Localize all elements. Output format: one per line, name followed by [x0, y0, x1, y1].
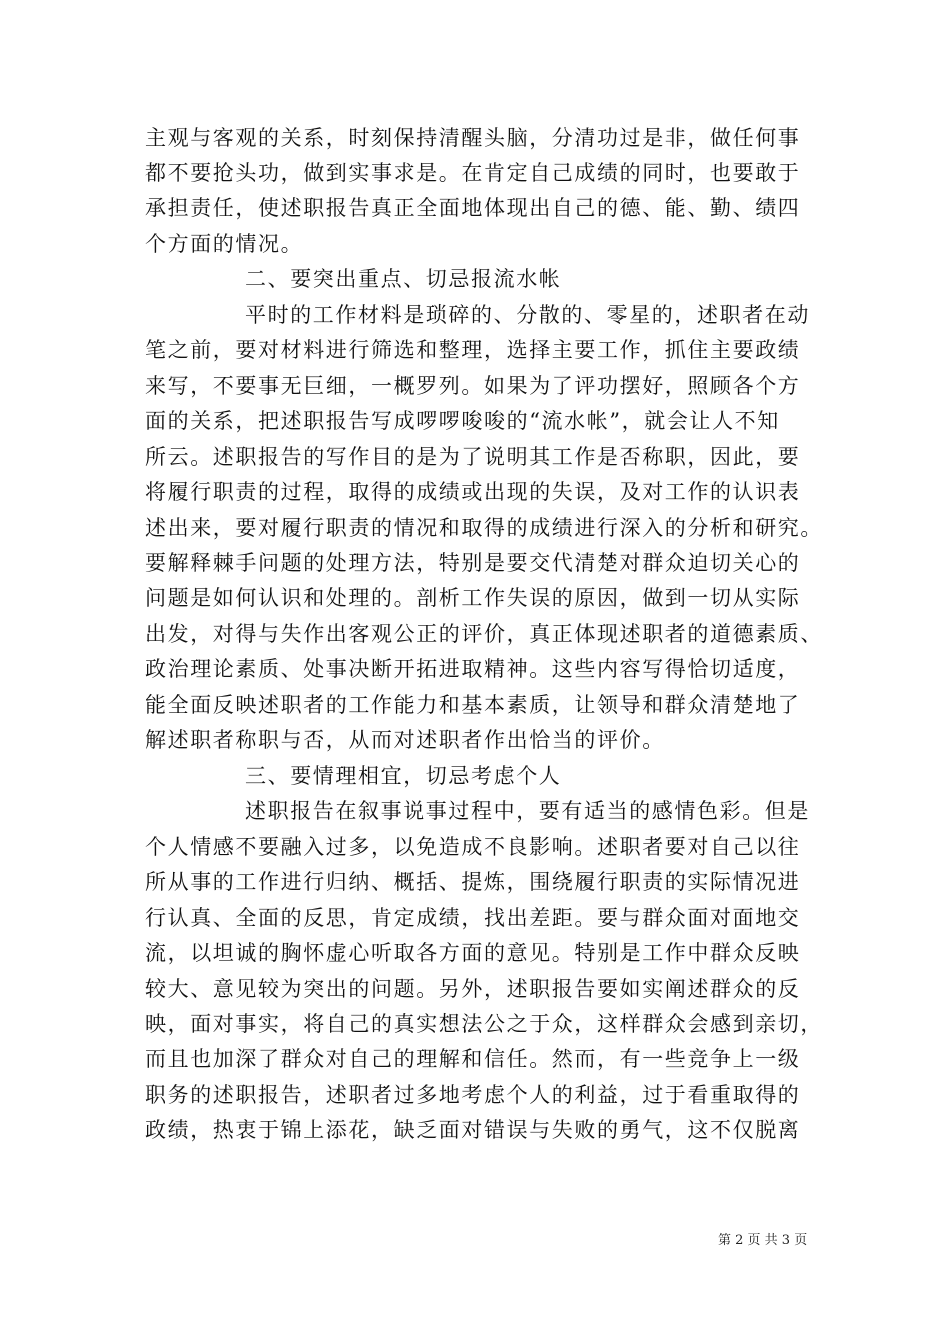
text-line: 个方面的情况。 — [145, 232, 304, 256]
text-line: 政绩，热衷于锦上添花，缺乏面对错误与失败的勇气，这不仅脱离 — [145, 1118, 801, 1142]
text-line: 来写，不要事无巨细，一概罗列。如果为了评功摆好，照顾各个方 — [145, 374, 801, 398]
text-line: 平时的工作材料是琐碎的、分散的、零星的，述职者在动 — [245, 303, 810, 327]
page-number: 第 2 页 共 3 页 — [718, 1233, 808, 1248]
text-line: 所云。述职报告的写作目的是为了说明其工作是否称职，因此，要 — [145, 445, 801, 469]
text-line: 出发，对得与失作出客观公正的评价，真正体现述职者的道德素质、 — [145, 622, 823, 646]
section-heading: 二、要突出重点、切忌报流水帐 — [245, 267, 562, 291]
text-line: 述职报告在叙事说事过程中，要有适当的感情色彩。但是 — [245, 799, 810, 823]
text-line: 个人情感不要融入过多，以免造成不良影响。述职者要对自己以往 — [145, 835, 801, 859]
section-heading: 三、要情理相宜，切忌考虑个人 — [245, 764, 562, 788]
text-line: 承担责任，使述职报告真正全面地体现出自己的德、能、勤、绩四 — [145, 196, 801, 220]
text-line: 主观与客观的关系，时刻保持清醒头脑，分清功过是非，做任何事 — [145, 126, 801, 150]
text-line: 较大、意见较为突出的问题。另外，述职报告要如实阐述群众的反 — [145, 977, 801, 1001]
text-line: 映，面对事实，将自己的真实想法公之于众，这样群众会感到亲切， — [145, 1012, 823, 1036]
text-line: 述出来，要对履行职责的情况和取得的成绩进行深入的分析和研究。 — [145, 516, 823, 540]
text-line: 将履行职责的过程，取得的成绩或出现的失误，及对工作的认识表 — [145, 480, 801, 504]
text-line: 解述职者称职与否，从而对述职者作出恰当的评价。 — [145, 728, 665, 752]
text-line: 政治理论素质、处事决断开拓进取精神。这些内容写得恰切适度， — [145, 657, 801, 681]
text-line: 所从事的工作进行归纳、概括、提炼，围绕履行职责的实际情况进 — [145, 870, 801, 894]
text-line: 职务的述职报告，述职者过多地考虑个人的利益，过于看重取得的 — [145, 1083, 801, 1107]
text-line: 面的关系，把述职报告写成啰啰唆唆的“流水帐”，就会让人不知 — [145, 409, 780, 433]
text-line: 都不要抢头功，做到实事求是。在肯定自己成绩的同时，也要敢于 — [145, 161, 801, 185]
text-line: 而且也加深了群众对自己的理解和信任。然而，有一些竞争上一级 — [145, 1047, 801, 1071]
text-line: 笔之前，要对材料进行筛选和整理，选择主要工作，抓住主要政绩 — [145, 338, 801, 362]
text-line: 问题是如何认识和处理的。剖析工作失误的原因，做到一切从实际 — [145, 586, 801, 610]
text-line: 流，以坦诚的胸怀虚心听取各方面的意见。特别是工作中群众反映 — [145, 941, 801, 965]
text-line: 行认真、全面的反思，肯定成绩，找出差距。要与群众面对面地交 — [145, 906, 801, 930]
text-line: 能全面反映述职者的工作能力和基本素质，让领导和群众清楚地了 — [145, 693, 801, 717]
text-line: 要解释棘手问题的处理方法，特别是要交代清楚对群众迫切关心的 — [145, 551, 801, 575]
